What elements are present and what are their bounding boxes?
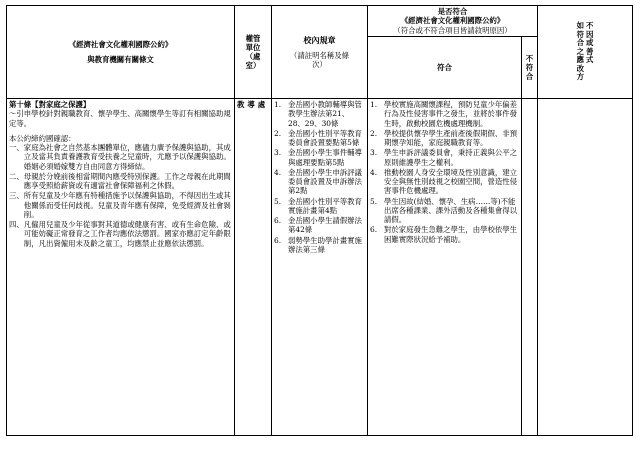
list-item — [9, 172, 232, 191]
list-item — [370, 100, 519, 128]
header-compliance-sub: 《經濟社會文化權利國際公約》 — [400, 16, 505, 26]
item-number: 4. — [274, 167, 282, 177]
item-text: 金岳國小學生請假辦法第42條 — [288, 216, 362, 235]
item-number: 1. — [370, 100, 378, 109]
item-text: 金岳國小學生申訴評議委員會設置及申訴辦法第2點 — [288, 167, 362, 196]
header-plan-char: 改 — [576, 63, 585, 73]
header-no-char: 不 — [525, 53, 534, 63]
item-text: 金岳國小教師輔導與管教學生辦法第21、28、29、30條 — [288, 100, 362, 128]
header-plan-char: 方 — [576, 72, 585, 82]
header-plan-char: 或 — [586, 38, 594, 48]
list-item — [274, 168, 365, 196]
covenant-items — [9, 143, 232, 248]
item-number: 6. — [274, 216, 282, 225]
item-text: 金岳國小性別平等教育委員會設置要點第5條 — [288, 128, 362, 147]
header-compliance-note: （符合或不符合項目皆請敘明原因） — [393, 25, 512, 35]
list-item — [9, 143, 232, 171]
table-row — [7, 99, 633, 436]
item-text: 家庭為社會之自然基本團體單位，應儘力廣予保護與協助，其成立及當其負責養護教育受扶養之兒童時，尤應予以保護與協助。婚姻必須婚嫁雙方自由同意方得締結。 — [23, 143, 231, 171]
item-number: 1. — [274, 100, 282, 109]
item-text: 凡僱用兒童及少年從事對其道德或健康有害、或有生命危險、或可能妨礙正常發育之工作者均應依法懲罰。國家亦應訂定年齡限制，凡出資僱用未及齡之童工，均應禁止並應依法懲罰。 — [23, 220, 231, 248]
non-compliance-cell — [522, 99, 538, 436]
compliance-list — [370, 100, 519, 244]
rules-list — [274, 100, 365, 254]
item-number: 一、 — [9, 143, 24, 152]
header-unit-text: （處 — [245, 52, 261, 61]
item-text: 學生申訴評議委員會，秉持正義與公平之原則維護學生之權利。 — [384, 148, 518, 167]
header-covenant-cell — [7, 6, 235, 99]
article-title: 第十條【對家庭之保護】 — [9, 100, 91, 109]
item-number: 2. — [370, 128, 378, 138]
list-item — [274, 216, 365, 235]
header-no-char: 合 — [525, 72, 534, 82]
item-number: 3. — [274, 148, 282, 158]
unit-name: 教導處 — [237, 100, 269, 109]
rules-cell — [272, 99, 368, 436]
header-compliance-cell — [368, 6, 538, 37]
list-item — [9, 220, 232, 248]
header-plan-cell — [538, 6, 633, 99]
item-text: 所有兒童及少年應有特種措施予以保護與協助，不得因出生或其他關係而受任何歧視。兒童及青年應有保障，免受經濟及社會剝削。 — [23, 191, 231, 219]
item-number: 3. — [370, 148, 378, 158]
header-plan-char: 不 — [586, 21, 594, 31]
list-item — [370, 225, 519, 244]
header-rules-note-line-1: （請註明名稱及條 — [289, 50, 350, 60]
item-number: 四、 — [9, 220, 24, 229]
item-number: 5. — [274, 196, 282, 206]
header-unit-cell — [235, 6, 272, 99]
item-number: 二、 — [9, 171, 24, 181]
header-unit-text: 室） — [245, 61, 261, 71]
item-text: 學校實施高關懷課程，預防兒童少年偏差行為及性侵害事件之發生，並將於事件發生時，啟動校園危機處理機制。 — [384, 100, 518, 128]
improvement-plan-cell — [538, 99, 633, 436]
header-rules-cell — [272, 6, 368, 99]
article-intro: ～引申學校針對親職教育、懷孕學生、高關懷學生等訂有相關協助規定等。 — [9, 109, 231, 128]
header-no-char: 符 — [525, 62, 534, 72]
header-plan-char: 因 — [586, 29, 594, 39]
header-unit-text: 權管 — [245, 33, 261, 43]
unit-cell — [235, 99, 272, 436]
item-number: 4. — [370, 167, 378, 177]
header-rules-title: 校內規章 — [303, 34, 336, 45]
header-plan-char: 善 — [586, 46, 594, 56]
item-number: 三、 — [9, 191, 24, 201]
header-no-cell — [522, 37, 538, 99]
list-item — [274, 100, 365, 128]
covenant-lead: 本公約締約國確認： — [9, 133, 76, 143]
header-plan-char: 之 — [576, 46, 585, 56]
item-text: 對於家庭發生急難之學生，由學校依學生困難實際狀況給予補助。 — [384, 225, 518, 244]
item-text: 金岳國小學生事件輔導與處理要點第5點 — [288, 148, 362, 167]
header-plan-char: 合 — [576, 38, 585, 48]
document-sheet — [6, 5, 632, 436]
header-compliance-title: 是否符合 — [437, 7, 468, 17]
header-yes-label: 符合 — [437, 62, 452, 72]
list-item — [274, 129, 365, 148]
covenant-text-cell — [7, 99, 235, 436]
header-plan-char: 如 — [576, 21, 585, 31]
item-text: 學生因故(結婚、懷孕、生病……等)不能出席各種課業、課外活動及各種集會得以請假。 — [384, 196, 518, 224]
item-number: 6. — [370, 225, 378, 235]
header-covenant-line-1: 《經濟社會文化權利國際公約》 — [68, 39, 173, 49]
item-number: 2. — [274, 128, 282, 138]
covenant-review-table — [6, 5, 633, 436]
header-plan-char: 符 — [576, 29, 585, 39]
header-plan-char: 應 — [576, 55, 585, 65]
item-number: 6. — [274, 235, 282, 245]
list-item — [370, 148, 519, 167]
header-covenant-line-2: 與教育機關有關條文 — [87, 55, 154, 64]
list-item — [370, 197, 519, 225]
list-item — [274, 148, 365, 167]
header-yes-cell — [368, 37, 522, 99]
list-item — [274, 197, 365, 216]
header-rules-note-line-2: 次） — [312, 60, 327, 69]
item-text: 金岳國小性別平等教育實施計畫第4點 — [288, 196, 362, 215]
list-item — [370, 129, 519, 148]
item-text: 母親於分娩前後相當期間內應受特別保護。工作之母親在此期間應享受照給薪資或有適當社會保障福利之休假。 — [23, 171, 231, 190]
header-plan-char: 式 — [586, 55, 594, 65]
header-unit-text: 單位 — [245, 42, 261, 52]
item-text: 弱勢學生助學計畫實施辦法第三條 — [288, 235, 362, 254]
item-text: 學校提供懷孕學生產前產後假期假、非預期懷孕知能，家庭親職教育等。 — [384, 128, 518, 147]
list-item — [274, 236, 365, 255]
item-number: 5. — [370, 196, 378, 206]
list-item — [370, 168, 519, 196]
list-item — [9, 191, 232, 219]
compliance-cell — [368, 99, 522, 436]
item-text: 推動校園人身安全環境及性別意識，建立安全與無性別歧視之校園空間，營造性侵害事件危機處理。 — [384, 167, 518, 196]
